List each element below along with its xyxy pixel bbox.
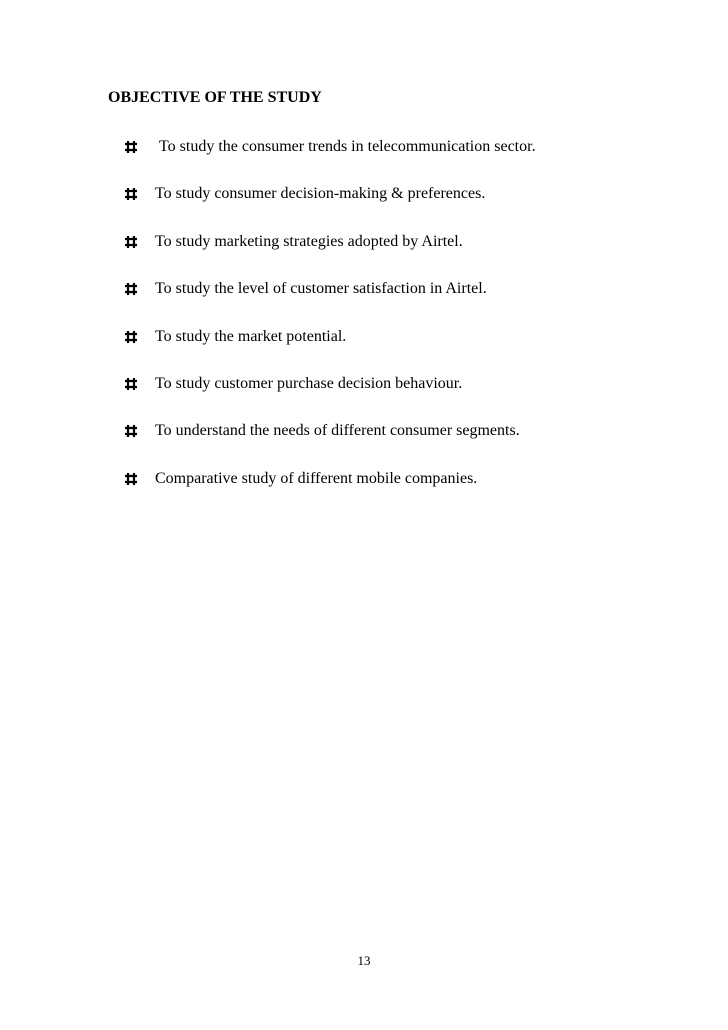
hash-square-bullet-icon [124, 187, 138, 201]
objective-text: To understand the needs of different consumer segments. [155, 422, 520, 440]
hash-square-bullet-icon [124, 377, 138, 391]
hash-square-bullet-icon [124, 235, 138, 249]
page-number: 13 [357, 953, 371, 968]
list-item [124, 421, 536, 468]
list-item [124, 137, 536, 184]
hash-square-bullet-icon [124, 140, 138, 154]
objectives-list [124, 137, 536, 516]
objective-text: To study marketing strategies adopted by Airtel. [155, 232, 463, 250]
hash-square-bullet-icon [124, 282, 138, 296]
objective-text: To study the level of customer satisfaction in Airtel. [155, 280, 487, 298]
objective-text: To study customer purchase decision behaviour. [155, 374, 463, 392]
objective-text: To study consumer decision-making & preferences. [155, 185, 486, 203]
list-item [124, 279, 536, 326]
objective-text: To study the market potential. [155, 327, 347, 345]
list-item [124, 327, 536, 374]
objective-text: Comparative study of different mobile companies. [155, 469, 478, 487]
list-item [124, 469, 536, 516]
hash-square-bullet-icon [124, 424, 138, 438]
page-title: OBJECTIVE OF THE STUDY [108, 89, 322, 106]
list-item [124, 374, 536, 421]
list-item [124, 232, 536, 279]
hash-square-bullet-icon [124, 472, 138, 486]
objective-text: To study the consumer trends in telecommunication sector. [159, 138, 536, 155]
list-item [124, 184, 536, 231]
hash-square-bullet-icon [124, 330, 138, 344]
